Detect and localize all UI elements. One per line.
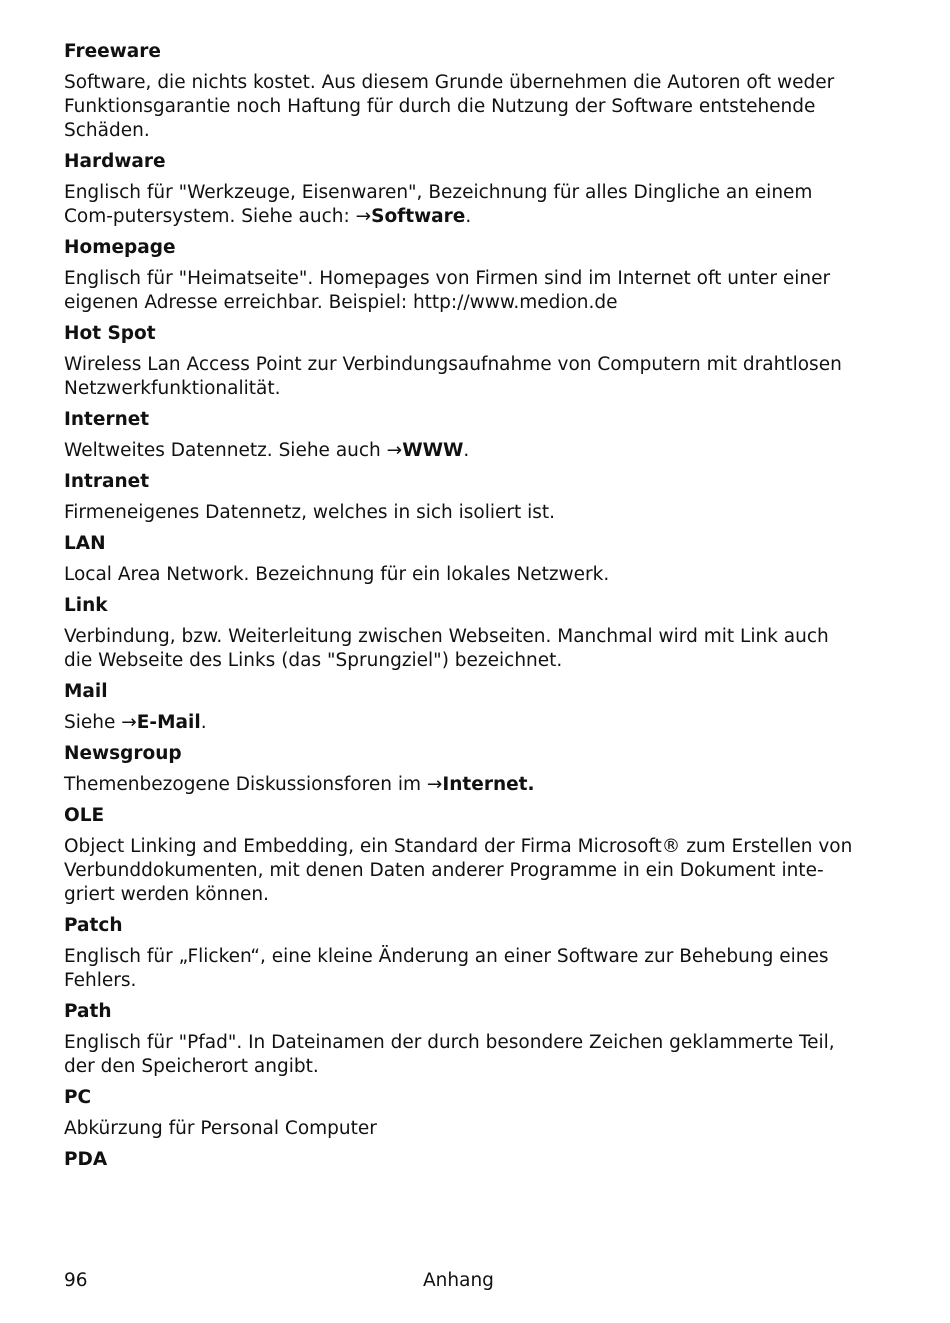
glossary-entry [64, 236, 854, 315]
entry-term: PDA [64, 1149, 108, 1170]
entry-definition [64, 711, 854, 735]
arrow-icon: → [355, 206, 372, 227]
glossary-entry [64, 408, 854, 463]
entry-term: Freeware [64, 41, 161, 62]
cross-reference: Software [371, 206, 466, 227]
glossary-entry [64, 40, 854, 143]
cross-reference: WWW [402, 440, 464, 461]
entry-term: Hardware [64, 151, 166, 172]
entry-term: Homepage [64, 237, 176, 258]
entry-definition: Englisch für "Pfad". In Dateinamen der durch besondere Zeichen geklammerte Teil, der den Speicherort angibt. [64, 1032, 835, 1077]
entry-term: Link [64, 595, 108, 616]
entry-definition [64, 181, 854, 229]
glossary-entry [64, 1148, 854, 1172]
entry-term: Hot Spot [64, 323, 156, 344]
cross-reference: Internet. [442, 774, 535, 795]
entry-definition [64, 773, 854, 797]
cross-reference: E-Mail [136, 712, 201, 733]
definition-text: Englisch für "Werkzeuge, Eisenwaren", Bezeichnung für alles Dingliche an einem Com-putersystem. Siehe auch: [64, 182, 813, 227]
entry-definition: Local Area Network. Bezeichnung für ein lokales Netzwerk. [64, 564, 610, 585]
entry-term: Path [64, 1001, 112, 1022]
definition-text: Weltweites Datennetz. Siehe auch [64, 440, 387, 461]
glossary-entry [64, 914, 854, 993]
footer-section-title: Anhang [423, 1270, 494, 1291]
entry-definition: Englisch für "Heimatseite". Homepages von Firmen sind im Internet oft unter einer eigenen Adresse erreichbar. Beispiel: http://www.medion.de [64, 268, 831, 313]
glossary-entry [64, 594, 854, 673]
entry-term: Intranet [64, 471, 150, 492]
page-footer [64, 1268, 854, 1294]
glossary-entry [64, 1086, 854, 1141]
glossary-entry [64, 322, 854, 401]
glossary-entry [64, 532, 854, 587]
entry-definition [64, 439, 854, 463]
entry-definition: Firmeneigenes Datennetz, welches in sich isoliert ist. [64, 502, 556, 523]
glossary-entry [64, 680, 854, 735]
glossary-entry [64, 804, 854, 907]
arrow-icon: → [386, 440, 403, 461]
entry-definition: Wireless Lan Access Point zur Verbindungsaufnahme von Computern mit drahtlosen Netzwerkfunktionalität. [64, 354, 842, 399]
definition-suffix: . [465, 206, 472, 227]
arrow-icon: → [426, 774, 443, 795]
entry-term: Patch [64, 915, 123, 936]
entry-term: OLE [64, 805, 105, 826]
entry-term: Internet [64, 409, 150, 430]
glossary-entry [64, 150, 854, 229]
glossary-entry [64, 1000, 854, 1079]
entry-definition: Englisch für „Flicken“, eine kleine Änderung an einer Software zur Behebung eines Fehlers. [64, 946, 829, 991]
entry-definition: Software, die nichts kostet. Aus diesem Grunde übernehmen die Autoren oft weder Funktionsgarantie noch Haftung für durch die Nutzung der Software entstehende Schäden. [64, 72, 835, 141]
entry-term: PC [64, 1087, 92, 1108]
entry-term: LAN [64, 533, 106, 554]
glossary-entry [64, 742, 854, 797]
glossary-entry [64, 470, 854, 525]
entry-term: Newsgroup [64, 743, 182, 764]
definition-suffix: . [463, 440, 470, 461]
glossary-content [64, 40, 854, 1179]
definition-text: Themenbezogene Diskussionsforen im [64, 774, 427, 795]
entry-definition: Abkürzung für Personal Computer [64, 1118, 377, 1139]
definition-suffix: . [200, 712, 207, 733]
entry-definition: Verbindung, bzw. Weiterleitung zwischen Webseiten. Manchmal wird mit Link auch die Webseite des Links (das "Sprungziel") bezeichnet. [64, 626, 829, 671]
arrow-icon: → [121, 712, 137, 733]
page-number: 96 [64, 1270, 88, 1291]
entry-term: Mail [64, 681, 108, 702]
definition-text: Siehe [64, 712, 122, 733]
entry-definition: Object Linking and Embedding, ein Standard der Firma Microsoft® zum Erstellen von Verbunddokumenten, mit denen Daten anderer Programme in ein Dokument inte-griert werden können. [64, 836, 853, 905]
